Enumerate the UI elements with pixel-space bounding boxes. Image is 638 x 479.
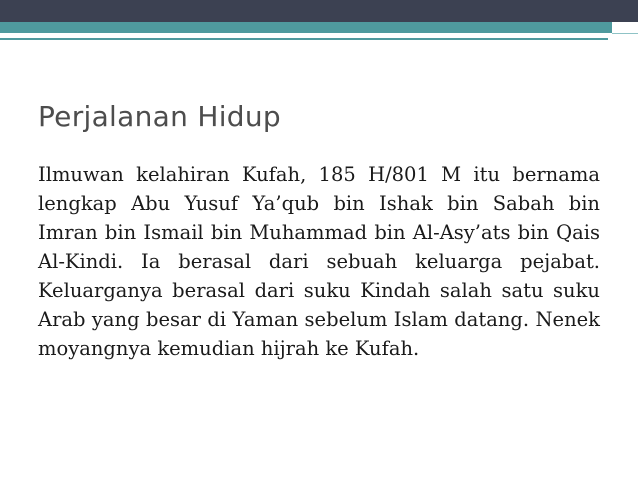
slide-body-paragraph: Ilmuwan kelahiran Kufah, 185 H/801 M itu bernama lengkap Abu Yusuf Ya’qub bin Ishak bin Sabah bin Imran bin Ismail bin Muhammad bin Al-Asy’ats bin Qais Al-Kindi. Ia berasal dari sebuah keluarga pejabat. Keluarganya berasal dari suku Kindah salah satu suku Arab yang besar di Yaman sebelum Islam datang. Nenek moyangnya kemudian hijrah ke Kufah.	[38, 163, 600, 360]
header-band	[0, 0, 638, 22]
accent-line	[0, 38, 608, 40]
accent-bar	[0, 22, 612, 33]
accent-corner	[612, 33, 638, 34]
slide-title: Perjalanan Hidup	[38, 100, 281, 133]
